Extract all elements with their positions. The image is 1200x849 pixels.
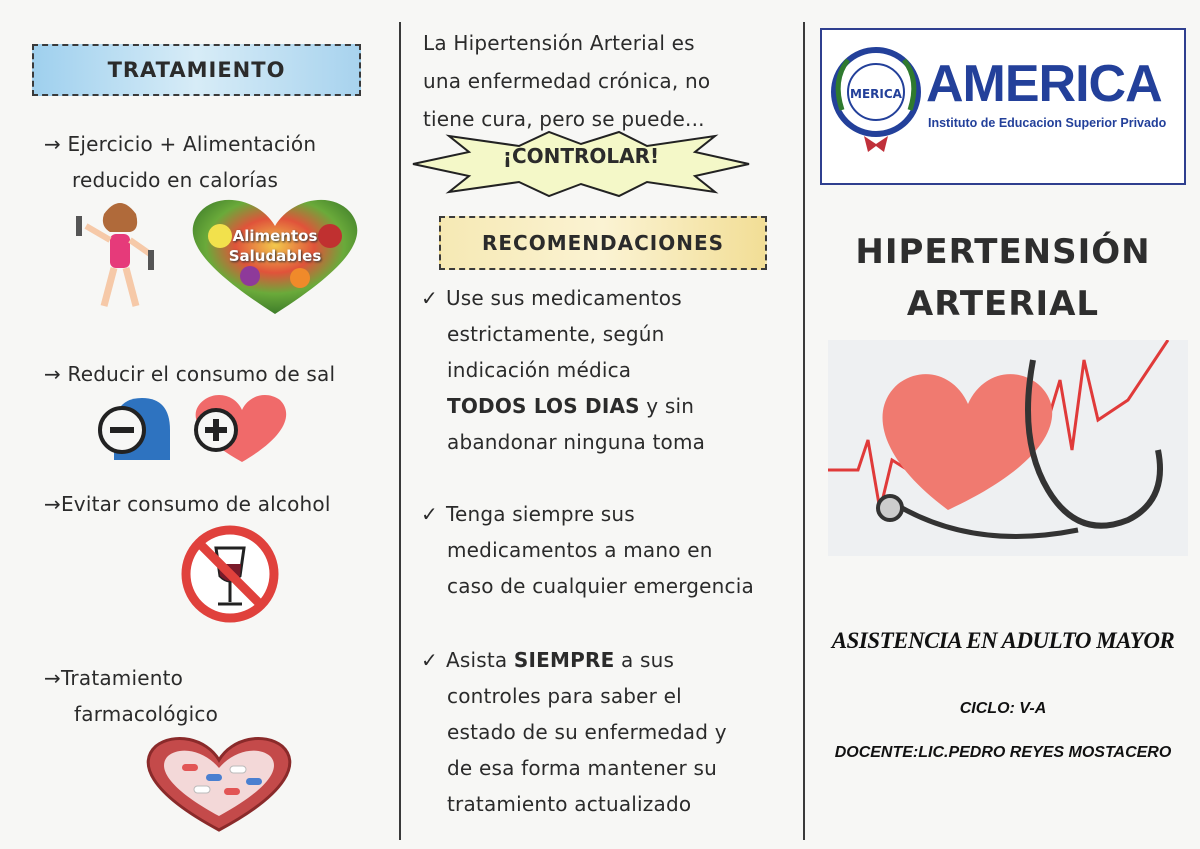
pill-icon xyxy=(224,788,240,795)
pill-icon xyxy=(230,766,246,773)
check-icon: ✓ xyxy=(421,502,438,526)
ciclo-label: CICLO: V-A xyxy=(959,700,1047,717)
exercise-woman-illustration xyxy=(70,196,166,312)
recommendation-2: ✓ Tenga siempre sus medicamentos a mano en caso de cualquier emergencia xyxy=(421,502,754,598)
pill-icon xyxy=(206,774,222,781)
pill-icon xyxy=(194,786,210,793)
check-icon: ✓ xyxy=(421,286,438,310)
figure-hair xyxy=(103,203,137,232)
recommendation-3: ✓ Asista SIEMPRE a sus controles para saber el estado de su enfermedad y de esa forma mantener su tratamiento actualizado xyxy=(421,648,727,816)
recommendations-panel xyxy=(401,0,803,849)
treatment-item-salt: → Reducir el consumo de sal xyxy=(44,362,336,386)
institution-seal-icon xyxy=(828,40,924,160)
ribbon-icon xyxy=(864,136,888,152)
salt-reduction-illustration xyxy=(92,390,292,466)
heart-label-2: Saludables xyxy=(228,247,322,265)
pill-icon xyxy=(246,778,262,785)
heart-label-1: Alimentos xyxy=(232,227,318,245)
brochure-title-line2: ARTERIAL xyxy=(906,284,1100,324)
dumbbell-icon xyxy=(76,216,82,236)
cover-panel xyxy=(806,0,1200,849)
burst-text: ¡CONTROLAR! xyxy=(502,144,660,168)
dumbbell-icon xyxy=(148,250,154,270)
fold-divider xyxy=(803,22,805,840)
seal-text: MERICA xyxy=(850,87,902,101)
heart-stethoscope-image xyxy=(828,340,1188,556)
treatment-item-alcohol: →Evitar consumo de alcohol xyxy=(44,492,331,516)
logo-name: AMERICA xyxy=(926,55,1162,113)
brochure-title-line1: HIPERTENSIÓN xyxy=(855,232,1151,272)
institution-logo xyxy=(820,28,1186,185)
figure-body xyxy=(110,234,130,268)
treatment-item-diet: → Ejercicio + Alimentación reducido en calorías xyxy=(44,132,317,192)
check-icon: ✓ xyxy=(421,648,438,672)
docente-label: DOCENTE:LIC.PEDRO REYES MOSTACERO xyxy=(834,744,1172,761)
healthy-food-heart xyxy=(180,196,370,316)
treatment-panel xyxy=(0,0,398,849)
recommendations-banner: RECOMENDACIONES xyxy=(439,216,767,270)
logo-subtitle: Instituto de Educacion Superior Privado xyxy=(928,116,1167,130)
treatment-banner: TRATAMIENTO xyxy=(32,44,361,96)
treatment-item-pharma: →Tratamiento farmacológico xyxy=(44,666,219,726)
intro-text: La Hipertensión Arterial es una enfermedad crónica, no tiene cura, pero se puede... xyxy=(423,31,711,131)
pills-heart-illustration xyxy=(134,734,304,832)
pill-icon xyxy=(182,764,198,771)
recommendation-1: ✓ Use sus medicamentos estrictamente, según indicación médica TODOS LOS DIAS y sin abandonar ninguna toma xyxy=(421,286,706,454)
no-alcohol-sign xyxy=(174,524,286,624)
course-name: ASISTENCIA EN ADULTO MAYOR xyxy=(831,628,1175,653)
